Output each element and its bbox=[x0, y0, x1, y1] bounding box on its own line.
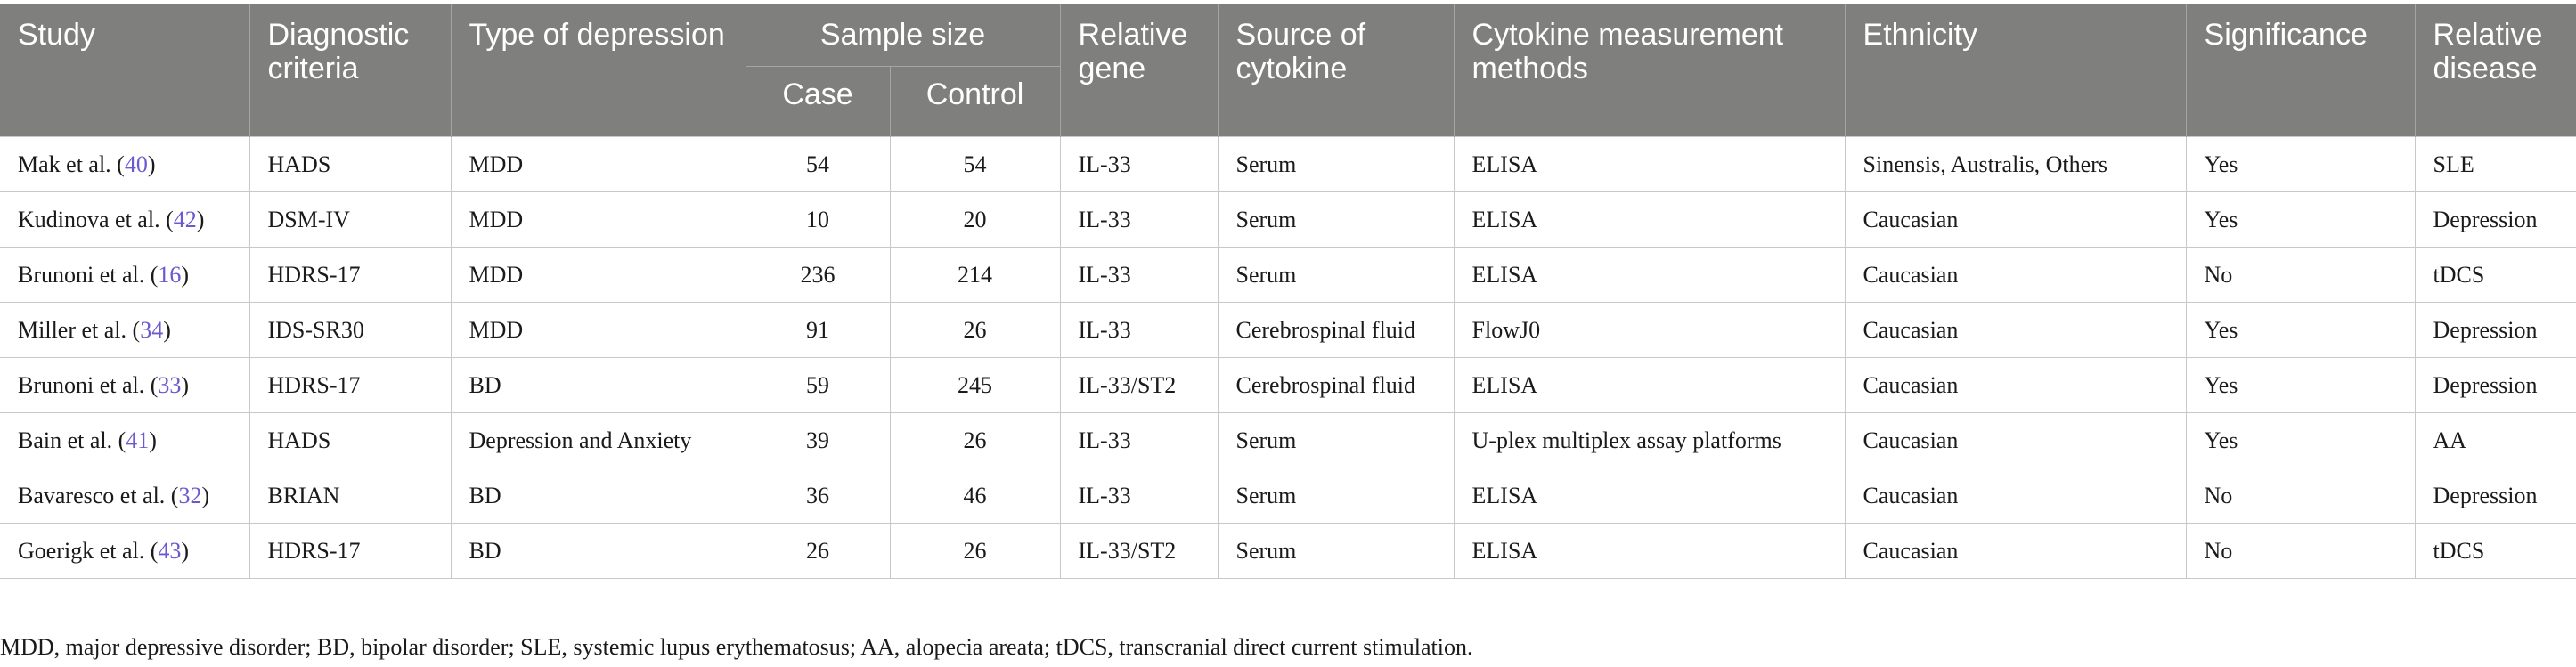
cell-significance: Yes bbox=[2186, 358, 2415, 413]
cell-measurement-method: FlowJ0 bbox=[1454, 303, 1845, 358]
cell-relative-disease: AA bbox=[2415, 413, 2576, 468]
cell-relative-disease: Depression bbox=[2415, 358, 2576, 413]
reference-link[interactable]: 40 bbox=[124, 150, 148, 177]
cell-source-of-cytokine: Serum bbox=[1218, 524, 1454, 579]
reference-link[interactable]: 16 bbox=[158, 261, 182, 288]
table-row bbox=[0, 413, 2576, 468]
cell-type-of-depression: Depression and Anxiety bbox=[451, 413, 746, 468]
study-author: Bain et al. ( bbox=[18, 427, 126, 453]
header-type-of-depression: Type of depression bbox=[451, 4, 746, 137]
table-row bbox=[0, 303, 2576, 358]
cell-source-of-cytokine: Serum bbox=[1218, 248, 1454, 303]
study-ref-close: ) bbox=[181, 261, 190, 288]
cell-study bbox=[0, 358, 249, 413]
cell-type-of-depression: BD bbox=[451, 524, 746, 579]
cell-diagnostic-criteria: BRIAN bbox=[249, 468, 451, 524]
header-row-top bbox=[0, 4, 2576, 67]
header-study: Study bbox=[0, 4, 249, 137]
cell-type-of-depression: MDD bbox=[451, 303, 746, 358]
cell-relative-gene: IL-33/ST2 bbox=[1060, 358, 1218, 413]
cell-case: 91 bbox=[746, 303, 890, 358]
cell-source-of-cytokine: Cerebrospinal fluid bbox=[1218, 358, 1454, 413]
cell-control: 54 bbox=[890, 137, 1060, 192]
cell-ethnicity: Sinensis, Australis, Others bbox=[1845, 137, 2186, 192]
table-row bbox=[0, 192, 2576, 248]
cell-significance: Yes bbox=[2186, 137, 2415, 192]
cell-ethnicity: Caucasian bbox=[1845, 192, 2186, 248]
cell-ethnicity: Caucasian bbox=[1845, 524, 2186, 579]
cell-relative-gene: IL-33 bbox=[1060, 468, 1218, 524]
cell-measurement-method: ELISA bbox=[1454, 192, 1845, 248]
cell-relative-disease: Depression bbox=[2415, 303, 2576, 358]
cell-relative-gene: IL-33 bbox=[1060, 303, 1218, 358]
cell-study bbox=[0, 192, 249, 248]
cell-control: 26 bbox=[890, 413, 1060, 468]
header-relative-disease: Relative disease bbox=[2415, 4, 2576, 137]
cell-control: 20 bbox=[890, 192, 1060, 248]
study-ref-close: ) bbox=[196, 206, 205, 232]
study-table bbox=[0, 4, 2576, 579]
header-ethnicity: Ethnicity bbox=[1845, 4, 2186, 137]
cell-type-of-depression: BD bbox=[451, 358, 746, 413]
cell-relative-disease: Depression bbox=[2415, 468, 2576, 524]
reference-link[interactable]: 43 bbox=[158, 537, 182, 564]
cell-ethnicity: Caucasian bbox=[1845, 413, 2186, 468]
header-case: Case bbox=[746, 67, 890, 137]
cell-relative-gene: IL-33/ST2 bbox=[1060, 524, 1218, 579]
cell-ethnicity: Caucasian bbox=[1845, 468, 2186, 524]
table-body bbox=[0, 137, 2576, 579]
cell-significance: Yes bbox=[2186, 413, 2415, 468]
header-diagnostic-criteria: Diagnostic criteria bbox=[249, 4, 451, 137]
cell-case: 59 bbox=[746, 358, 890, 413]
table-row bbox=[0, 137, 2576, 192]
reference-link[interactable]: 33 bbox=[158, 371, 182, 398]
table-row bbox=[0, 524, 2576, 579]
study-ref-close: ) bbox=[181, 537, 190, 564]
cell-significance: Yes bbox=[2186, 192, 2415, 248]
study-author: Brunoni et al. ( bbox=[18, 371, 159, 398]
cell-diagnostic-criteria: HDRS-17 bbox=[249, 524, 451, 579]
cell-significance: Yes bbox=[2186, 303, 2415, 358]
cell-study bbox=[0, 248, 249, 303]
cell-relative-gene: IL-33 bbox=[1060, 192, 1218, 248]
cell-study bbox=[0, 468, 249, 524]
cell-diagnostic-criteria: HADS bbox=[249, 137, 451, 192]
cell-case: 54 bbox=[746, 137, 890, 192]
table-row bbox=[0, 248, 2576, 303]
header-relative-gene: Relative gene bbox=[1060, 4, 1218, 137]
reference-link[interactable]: 42 bbox=[173, 206, 197, 232]
study-author: Miller et al. ( bbox=[18, 316, 141, 343]
cell-significance: No bbox=[2186, 468, 2415, 524]
cell-control: 26 bbox=[890, 524, 1060, 579]
cell-relative-gene: IL-33 bbox=[1060, 413, 1218, 468]
header-measurement-methods: Cytokine measurement methods bbox=[1454, 4, 1845, 137]
cell-source-of-cytokine: Serum bbox=[1218, 468, 1454, 524]
cell-study bbox=[0, 413, 249, 468]
cell-case: 26 bbox=[746, 524, 890, 579]
header-control: Control bbox=[890, 67, 1060, 137]
study-ref-close: ) bbox=[149, 427, 157, 453]
reference-link[interactable]: 41 bbox=[126, 427, 150, 453]
cell-source-of-cytokine: Serum bbox=[1218, 413, 1454, 468]
study-author: Bavaresco et al. ( bbox=[18, 482, 179, 508]
cell-type-of-depression: MDD bbox=[451, 137, 746, 192]
study-ref-close: ) bbox=[181, 371, 190, 398]
study-table-container bbox=[0, 4, 2576, 579]
cell-ethnicity: Caucasian bbox=[1845, 303, 2186, 358]
study-author: Mak et al. ( bbox=[18, 150, 125, 177]
cell-control: 245 bbox=[890, 358, 1060, 413]
cell-study bbox=[0, 137, 249, 192]
cell-type-of-depression: MDD bbox=[451, 248, 746, 303]
cell-source-of-cytokine: Serum bbox=[1218, 137, 1454, 192]
cell-control: 214 bbox=[890, 248, 1060, 303]
cell-type-of-depression: BD bbox=[451, 468, 746, 524]
cell-ethnicity: Caucasian bbox=[1845, 358, 2186, 413]
table-footnote: MDD, major depressive disorder; BD, bipolar disorder; SLE, systemic lupus erythematosus; AA, alopecia areata; tDCS, transcranial direct current stimulation. bbox=[0, 634, 1473, 660]
header-significance: Significance bbox=[2186, 4, 2415, 137]
cell-diagnostic-criteria: HDRS-17 bbox=[249, 248, 451, 303]
header-source-of-cytokine: Source of cytokine bbox=[1218, 4, 1454, 137]
cell-study bbox=[0, 303, 249, 358]
cell-relative-disease: Depression bbox=[2415, 192, 2576, 248]
cell-measurement-method: ELISA bbox=[1454, 137, 1845, 192]
cell-control: 46 bbox=[890, 468, 1060, 524]
cell-significance: No bbox=[2186, 248, 2415, 303]
cell-diagnostic-criteria: DSM-IV bbox=[249, 192, 451, 248]
study-ref-close: ) bbox=[201, 482, 210, 508]
cell-measurement-method: ELISA bbox=[1454, 468, 1845, 524]
cell-diagnostic-criteria: HADS bbox=[249, 413, 451, 468]
cell-case: 39 bbox=[746, 413, 890, 468]
study-author: Kudinova et al. ( bbox=[18, 206, 174, 232]
study-ref-close: ) bbox=[147, 150, 156, 177]
cell-source-of-cytokine: Serum bbox=[1218, 192, 1454, 248]
cell-relative-disease: SLE bbox=[2415, 137, 2576, 192]
cell-measurement-method: ELISA bbox=[1454, 248, 1845, 303]
study-ref-close: ) bbox=[163, 316, 171, 343]
cell-relative-gene: IL-33 bbox=[1060, 137, 1218, 192]
cell-source-of-cytokine: Cerebrospinal fluid bbox=[1218, 303, 1454, 358]
cell-relative-gene: IL-33 bbox=[1060, 248, 1218, 303]
cell-type-of-depression: MDD bbox=[451, 192, 746, 248]
table-row bbox=[0, 468, 2576, 524]
reference-link[interactable]: 34 bbox=[140, 316, 164, 343]
cell-measurement-method: U-plex multiplex assay platforms bbox=[1454, 413, 1845, 468]
study-author: Brunoni et al. ( bbox=[18, 261, 159, 288]
cell-measurement-method: ELISA bbox=[1454, 524, 1845, 579]
cell-case: 36 bbox=[746, 468, 890, 524]
reference-link[interactable]: 32 bbox=[178, 482, 202, 508]
cell-diagnostic-criteria: HDRS-17 bbox=[249, 358, 451, 413]
cell-diagnostic-criteria: IDS-SR30 bbox=[249, 303, 451, 358]
cell-study bbox=[0, 524, 249, 579]
cell-case: 236 bbox=[746, 248, 890, 303]
cell-control: 26 bbox=[890, 303, 1060, 358]
study-author: Goerigk et al. ( bbox=[18, 537, 159, 564]
cell-significance: No bbox=[2186, 524, 2415, 579]
cell-relative-disease: tDCS bbox=[2415, 524, 2576, 579]
table-row bbox=[0, 358, 2576, 413]
cell-ethnicity: Caucasian bbox=[1845, 248, 2186, 303]
header-sample-size: Sample size bbox=[746, 4, 1060, 67]
cell-case: 10 bbox=[746, 192, 890, 248]
cell-measurement-method: ELISA bbox=[1454, 358, 1845, 413]
cell-relative-disease: tDCS bbox=[2415, 248, 2576, 303]
